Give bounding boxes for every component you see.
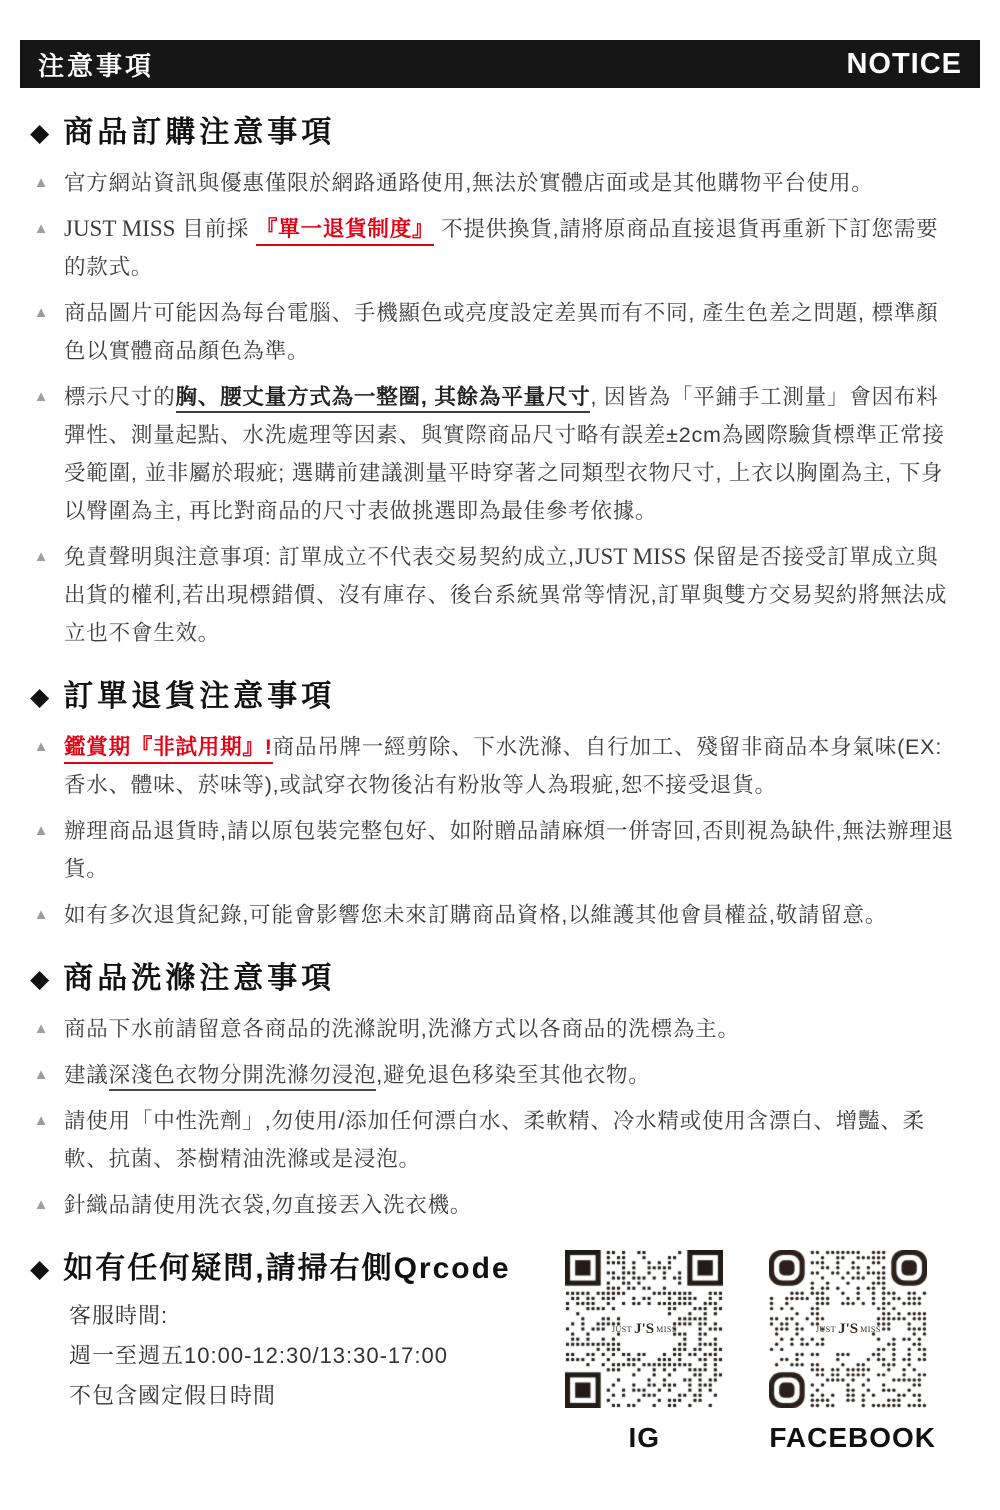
item-text: 商品圖片可能因為每台電腦、手機顯色或亮度設定差異而有不同, 產生色差之問題, 標準顏色以實體商品顏色為準。	[64, 301, 939, 363]
notice-item	[30, 538, 960, 652]
section-title: 訂單退貨注意事項	[63, 680, 336, 713]
item-text: 保留是否接受訂單成立與出貨的權利,若出現標錯價、沒有庫存、後台系統異常等情況,訂單與雙方交易契約將無法成立也不會生效。	[64, 545, 948, 645]
item-text: , 因皆為「平鋪手工測量」會因布料彈性、測量起點、水洗處理等因素、與實際商品尺寸略有誤差±2cm為國際驗貨標準正常接受範圍, 並非屬於瑕疵; 選購前建議測量平時穿著之同類型衣物尺寸, 上衣以胸圍為主, 下身以臀圍為主, 再比對商品的尺寸表做挑選即為最佳參考依據。	[64, 385, 945, 523]
diamond-icon: ◆	[30, 683, 50, 711]
diamond-icon: ◆	[30, 119, 50, 147]
section-title: 如有任何疑問,請掃右側Qrcode	[63, 1252, 511, 1285]
page-title: 注意事項	[38, 50, 155, 81]
contact-section	[30, 1250, 960, 1454]
section-heading-washing	[30, 960, 960, 998]
triangle-bullet-icon: ▲	[33, 1196, 49, 1213]
service-hours-label: 客服時間:	[69, 1303, 169, 1328]
notice-content	[0, 114, 1000, 1454]
ig-label: IG	[628, 1422, 661, 1453]
item-text: 商品下水前請留意各商品的洗滌說明,洗滌方式以各商品的洗標為主。	[64, 1017, 740, 1041]
ig-qr-figure	[565, 1250, 723, 1454]
header-bar	[20, 40, 980, 88]
service-hours	[69, 1296, 511, 1416]
notice-item	[30, 1102, 960, 1178]
item-text: ,避免退色移染至其他衣物。	[376, 1063, 651, 1087]
facebook-qr-code	[769, 1250, 927, 1408]
notice-item	[30, 378, 960, 530]
item-text: 辦理商品退貨時,請以原包裝完整包好、如附贈品請麻煩一併寄回,否則視為缺件,無法辦理退貨。	[64, 819, 955, 881]
section-title: 商品訂購注意事項	[63, 116, 336, 149]
item-text: 目前採	[175, 217, 256, 241]
brand-name: JUST MISS	[574, 544, 687, 569]
triangle-bullet-icon: ▲	[33, 822, 49, 839]
item-text: 針織品請使用洗衣袋,勿直接丟入洗衣機。	[64, 1193, 473, 1217]
triangle-bullet-icon: ▲	[33, 548, 49, 565]
notice-item	[30, 294, 960, 370]
triangle-bullet-icon: ▲	[33, 738, 49, 755]
notice-item	[30, 1010, 960, 1048]
facebook-qr-wrap	[769, 1250, 927, 1408]
item-text: 如有多次退貨紀錄,可能會影響您未來訂購商品資格,以維護其他會員權益,敬請留意。	[64, 903, 888, 927]
brand-logo-left: JUST	[611, 1324, 633, 1334]
section-heading-ordering	[30, 114, 960, 152]
item-text-emphasis-underline: 胸、腰丈量方式為一整圈, 其餘為平量尺寸	[176, 385, 591, 413]
brand-name: JUST MISS	[64, 216, 176, 241]
item-text: 商品吊牌一經剪除、下水洗滌、自行加工、殘留非商品本身氣味(EX:香水、體味、菸味等),或試穿衣物後沾有粉妝等人為瑕疵,恕不接受退貨。	[64, 735, 943, 797]
triangle-bullet-icon: ▲	[33, 220, 49, 237]
ig-qr-wrap	[565, 1250, 723, 1408]
page-title-en: NOTICE	[846, 47, 962, 80]
notice-item	[30, 1186, 960, 1224]
triangle-bullet-icon: ▲	[33, 174, 49, 191]
item-text: 建議	[64, 1063, 109, 1087]
service-hours-weekday: 週一至週五10:00-12:30/13:30-17:00	[69, 1343, 448, 1368]
notice-item	[30, 896, 960, 934]
diamond-icon: ◆	[30, 965, 50, 993]
notice-item	[30, 728, 960, 804]
notice-item	[30, 812, 960, 888]
triangle-bullet-icon: ▲	[33, 1112, 49, 1129]
item-text: 不提供換貨,請將原商品直接退貨再重新下訂您需要的款式。	[64, 217, 939, 279]
section-title: 商品洗滌注意事項	[63, 962, 336, 995]
item-text: 請使用「中性洗劑」,勿使用/添加任何漂白水、柔軟精、冷水精或使用含漂白、增豔、柔軟、抗菌、茶樹精油洗滌或是浸泡。	[64, 1109, 925, 1171]
brand-logo-right: MISS	[656, 1324, 677, 1334]
notice-item	[30, 210, 960, 286]
section-heading-returns	[30, 678, 960, 716]
item-text-emphasis-underline: 深淺色衣物分開洗滌勿浸泡	[109, 1063, 377, 1091]
contact-info	[30, 1250, 511, 1416]
triangle-bullet-icon: ▲	[33, 304, 49, 321]
brand-logo-monogram: J'S	[634, 1320, 655, 1337]
triangle-bullet-icon: ▲	[33, 388, 49, 405]
diamond-icon: ◆	[30, 1255, 50, 1283]
notice-item	[30, 1056, 960, 1094]
facebook-qr-figure	[769, 1250, 936, 1454]
notice-item	[30, 164, 960, 202]
item-text: 官方網站資訊與優惠僅限於網路通路使用,無法於實體店面或是其他購物平台使用。	[64, 171, 874, 195]
triangle-bullet-icon: ▲	[33, 906, 49, 923]
section-heading-contact	[30, 1250, 511, 1288]
facebook-label: FACEBOOK	[769, 1422, 936, 1453]
triangle-bullet-icon: ▲	[33, 1020, 49, 1037]
brand-logo-monogram: J'S	[838, 1320, 859, 1337]
brand-logo-left: JUST	[815, 1324, 837, 1334]
item-text: 標示尺寸的	[64, 385, 176, 409]
triangle-bullet-icon: ▲	[33, 1066, 49, 1083]
item-text-emphasis-red: 鑑賞期『非試用期』!	[64, 735, 273, 764]
brand-logo-right: MISS	[860, 1324, 881, 1334]
service-hours-holiday-note: 不包含國定假日時間	[69, 1383, 277, 1408]
ig-qr-code	[565, 1250, 723, 1408]
item-text-emphasis-red: 『單一退貨制度』	[256, 217, 434, 246]
qr-group	[565, 1250, 960, 1454]
item-text: 免責聲明與注意事項: 訂單成立不代表交易契約成立,	[64, 545, 575, 569]
